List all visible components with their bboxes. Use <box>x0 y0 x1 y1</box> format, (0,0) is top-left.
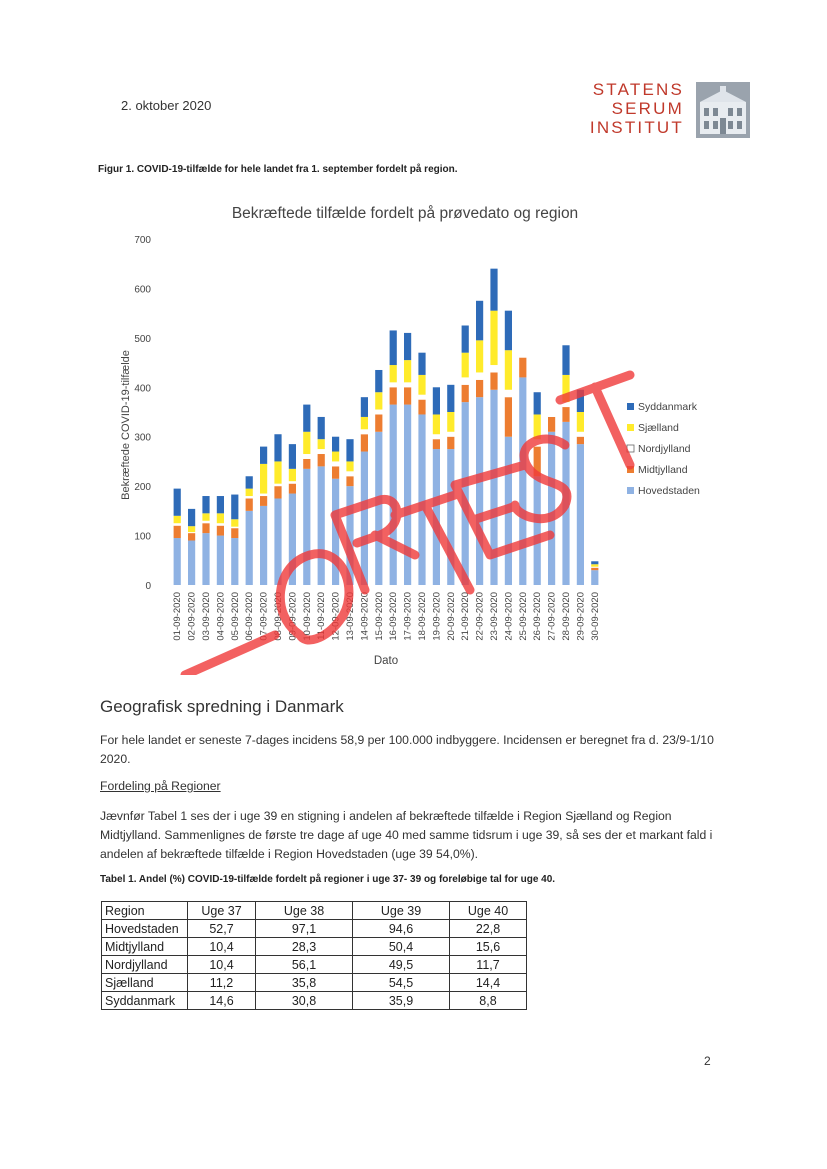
x-tick-label: 18-09-2020 <box>417 592 428 641</box>
bar-segment-nordjylland <box>274 484 281 486</box>
bar-segment-sjælland <box>188 526 195 532</box>
bar-segment-syddanmark <box>390 330 397 365</box>
y-tick-label: 0 <box>145 581 151 592</box>
logo-line-3: INSTITUT <box>589 118 684 137</box>
table-row <box>102 938 527 956</box>
x-tick-label: 10-09-2020 <box>301 592 313 641</box>
table-cell: 10,4 <box>188 938 256 956</box>
table-cell: 49,5 <box>353 956 450 974</box>
bar-segment-hovedstaden <box>217 536 224 585</box>
bar-segment-hovedstaden <box>404 405 411 585</box>
table-header-row <box>102 902 527 920</box>
x-tick-label: 26-09-2020 <box>532 592 544 641</box>
table-row <box>102 956 527 974</box>
bar-segment-sjælland <box>390 365 397 382</box>
bar-segment-nordjylland <box>303 454 310 459</box>
bar-segment-nordjylland <box>332 461 339 466</box>
x-tick-label: 14-09-2020 <box>359 592 371 641</box>
bar-segment-syddanmark <box>246 476 253 488</box>
table-cell: 56,1 <box>256 956 353 974</box>
y-tick-label: 200 <box>134 482 151 494</box>
bar-segment-hovedstaden <box>188 541 195 585</box>
bar-segment-midtjylland <box>462 385 469 402</box>
bar-segment-hovedstaden <box>519 377 526 585</box>
bar-segment-sjælland <box>447 412 454 432</box>
x-tick-label: 30-09-2020 <box>589 592 601 641</box>
figure-caption: Figur 1. COVID-19-tilfælde for hele landet fra 1. september fordelt på region. <box>98 164 458 175</box>
watermark-stroke <box>560 375 630 465</box>
bar-segment-sjælland <box>375 392 382 409</box>
bar-segment-sjælland <box>231 519 238 526</box>
table-cell: 11,7 <box>450 956 527 974</box>
bar-segment-midtjylland <box>217 526 224 536</box>
x-tick-label: 15-09-2020 <box>373 592 385 641</box>
bar-segment-hovedstaden <box>246 511 253 585</box>
bar-segment-syddanmark <box>490 269 497 311</box>
bar-segment-syddanmark <box>418 353 425 375</box>
bar-segment-nordjylland <box>447 432 454 437</box>
bar-segment-nordjylland <box>346 471 353 476</box>
x-tick-label: 28-09-2020 <box>561 592 572 641</box>
table-header-cell: Region <box>102 902 188 920</box>
x-tick-label: 19-09-2020 <box>431 592 443 641</box>
table-cell: 54,5 <box>353 974 450 992</box>
bar-segment-midtjylland <box>548 417 555 432</box>
bar-segment-syddanmark <box>332 437 339 452</box>
table-cell-region: Sjælland <box>102 974 188 992</box>
bar-segment-midtjylland <box>318 454 325 466</box>
legend-label: Syddanmark <box>638 401 697 413</box>
table-cell-region: Hovedstaden <box>102 920 188 938</box>
legend-swatch <box>627 424 634 431</box>
bar-segment-sjælland <box>418 375 425 395</box>
bar-segment-hovedstaden <box>361 452 368 585</box>
bar-segment-sjælland <box>361 417 368 429</box>
table-cell: 10,4 <box>188 956 256 974</box>
table-cell: 8,8 <box>450 992 527 1010</box>
bar-segment-sjælland <box>303 432 310 454</box>
bar-segment-sjælland <box>433 414 440 434</box>
bar-segment-syddanmark <box>274 434 281 461</box>
legend-label: Nordjylland <box>638 443 691 455</box>
table-header-cell: Uge 40 <box>450 902 527 920</box>
bar-segment-syddanmark <box>202 496 209 513</box>
bar-segment-sjælland <box>260 464 267 494</box>
table-cell-region: Midtjylland <box>102 938 188 956</box>
bar-segment-midtjylland <box>246 499 253 511</box>
bar-segment-hovedstaden <box>260 506 267 585</box>
bar-segment-syddanmark <box>404 333 411 360</box>
table-cell: 11,2 <box>188 974 256 992</box>
x-tick-label: 06-09-2020 <box>244 592 256 641</box>
y-tick-label: 600 <box>134 284 151 296</box>
bar-segment-midtjylland <box>260 496 267 506</box>
bar-segment-midtjylland <box>289 484 296 494</box>
bar-segment-hovedstaden <box>577 444 584 585</box>
bar-segment-nordjylland <box>418 395 425 400</box>
y-tick-label: 400 <box>134 383 151 395</box>
bar-segment-sjælland <box>202 513 209 520</box>
bar-segment-midtjylland <box>174 526 181 538</box>
bar-segment-sjælland <box>318 439 325 449</box>
bar-segment-nordjylland <box>476 372 483 379</box>
chart-y-axis-label: Bekræftede COVID-19-tilfælde <box>120 350 132 500</box>
bar-segment-nordjylland <box>260 494 267 496</box>
bar-segment-syddanmark <box>174 489 181 516</box>
bar-segment-syddanmark <box>447 385 454 412</box>
bar-segment-nordjylland <box>505 390 512 397</box>
x-tick-label: 17-09-2020 <box>402 592 414 641</box>
x-tick-label: 23-09-2020 <box>489 592 500 641</box>
bar-segment-midtjylland <box>418 400 425 415</box>
bar-segment-syddanmark <box>318 417 325 439</box>
region-share-table <box>101 901 527 1010</box>
bar-segment-sjælland <box>346 461 353 471</box>
bar-segment-midtjylland <box>390 387 397 404</box>
bar-segment-nordjylland <box>188 532 195 533</box>
bar-segment-nordjylland <box>246 496 253 498</box>
bar-segment-midtjylland <box>505 397 512 437</box>
x-tick-label: 09-09-2020 <box>287 592 299 641</box>
bar-segment-syddanmark <box>188 509 195 526</box>
bar-segment-syddanmark <box>346 439 353 461</box>
legend-swatch <box>627 487 634 494</box>
chart-x-axis-label: Dato <box>373 655 399 667</box>
x-tick-label: 03-09-2020 <box>201 592 212 641</box>
table-cell-region: Syddanmark <box>102 992 188 1010</box>
legend-label: Midtjylland <box>638 464 688 476</box>
bar-segment-syddanmark <box>433 387 440 414</box>
bar-segment-sjælland <box>289 469 296 481</box>
x-tick-label: 20-09-2020 <box>445 592 457 641</box>
bar-segment-hovedstaden <box>174 538 181 585</box>
y-tick-label: 100 <box>134 531 151 543</box>
bar-segment-hovedstaden <box>390 405 397 585</box>
x-tick-label: 04-09-2020 <box>215 592 227 641</box>
bar-segment-nordjylland <box>375 410 382 415</box>
bar-segment-sjælland <box>274 461 281 483</box>
regions-paragraph: Jævnfør Tabel 1 ses der i uge 39 en stigning i andelen af bekræftede tilfælde i Region Sjælland og Region Midtjylland. Sammenlignes de første tre dage af uge 40 med samme tidsrum i uge 39, så ses der et markant fald i andelen af bekræftede tilfælde i Region Hovedstaden (uge 39 54,0%). <box>100 809 713 861</box>
table-row <box>102 920 527 938</box>
bar-segment-midtjylland <box>404 387 411 404</box>
bar-segment-hovedstaden <box>548 432 555 585</box>
table-cell: 15,6 <box>450 938 527 956</box>
logo-line-1: STATENS <box>592 80 684 99</box>
bar-segment-sjælland <box>404 360 411 382</box>
x-tick-label: 24-09-2020 <box>503 592 515 641</box>
bar-segment-sjælland <box>591 564 598 566</box>
table-cell-region: Nordjylland <box>102 956 188 974</box>
bar-segment-hovedstaden <box>476 397 483 585</box>
bar-segment-sjælland <box>476 340 483 372</box>
table-cell: 35,9 <box>353 992 450 1010</box>
bar-segment-hovedstaden <box>418 414 425 585</box>
x-tick-label: 25-09-2020 <box>517 592 529 641</box>
bar-segment-nordjylland <box>490 365 497 372</box>
bar-segment-nordjylland <box>548 412 555 417</box>
bar-segment-midtjylland <box>577 437 584 444</box>
x-tick-label: 13-09-2020 <box>345 592 356 641</box>
legend-label: Hovedstaden <box>638 485 700 497</box>
x-tick-label: 07-09-2020 <box>258 592 270 641</box>
bar-segment-syddanmark <box>289 444 296 469</box>
bar-segment-sjælland <box>577 412 584 432</box>
bar-segment-sjælland <box>505 350 512 390</box>
table-cell: 94,6 <box>353 920 450 938</box>
bar-segment-sjælland <box>490 311 497 365</box>
x-tick-label: 08-09-2020 <box>273 592 284 641</box>
bar-segment-hovedstaden <box>375 432 382 585</box>
bar-segment-midtjylland <box>447 437 454 449</box>
x-tick-label: 16-09-2020 <box>388 592 400 641</box>
bar-segment-nordjylland <box>289 481 296 483</box>
legend-label: Sjælland <box>638 422 679 434</box>
bar-segment-syddanmark <box>462 326 469 353</box>
x-tick-label: 12-09-2020 <box>330 592 342 641</box>
table-cell: 97,1 <box>256 920 353 938</box>
bar-segment-hovedstaden <box>231 538 238 585</box>
bar-segment-nordjylland <box>202 521 209 523</box>
y-tick-label: 300 <box>134 432 151 444</box>
table-cell: 28,3 <box>256 938 353 956</box>
table-cell: 35,8 <box>256 974 353 992</box>
bar-segment-nordjylland <box>231 527 238 528</box>
table-row <box>102 992 527 1010</box>
bar-segment-midtjylland <box>591 568 598 570</box>
bar-segment-sjælland <box>246 489 253 496</box>
table-header-cell: Uge 39 <box>353 902 450 920</box>
bar-segment-syddanmark <box>534 392 541 414</box>
bar-segment-nordjylland <box>390 382 397 387</box>
bar-segment-nordjylland <box>404 382 411 387</box>
bar-segment-midtjylland <box>490 372 497 389</box>
x-tick-label: 22-09-2020 <box>474 592 486 641</box>
bar-segment-sjælland <box>332 452 339 462</box>
bar-segment-midtjylland <box>332 466 339 478</box>
y-tick-label: 500 <box>134 333 151 345</box>
table-cell: 14,4 <box>450 974 527 992</box>
x-tick-label: 21-09-2020 <box>460 592 472 641</box>
bar-segment-nordjylland <box>174 523 181 525</box>
bar-segment-nordjylland <box>462 377 469 384</box>
bar-segment-nordjylland <box>361 429 368 434</box>
bar-segment-hovedstaden <box>274 499 281 586</box>
bar-segment-midtjylland <box>361 434 368 451</box>
table-cell: 30,8 <box>256 992 353 1010</box>
x-tick-label: 11-09-2020 <box>316 592 328 640</box>
y-axis-ticks <box>134 235 151 592</box>
bar-segment-syddanmark <box>562 345 569 375</box>
subheading-regions: Fordeling på Regioner <box>100 779 221 793</box>
table-header-cell: Uge 38 <box>256 902 353 920</box>
bar-segment-nordjylland <box>217 523 224 525</box>
bar-segment-midtjylland <box>476 380 483 397</box>
table-caption: Tabel 1. Andel (%) COVID-19-tilfælde fordelt på regioner i uge 37- 39 og foreløbige tal for uge 40. <box>100 874 556 885</box>
stacked-bar-chart <box>95 195 715 675</box>
bar-segment-hovedstaden <box>303 469 310 585</box>
bar-segment-hovedstaden <box>534 476 541 585</box>
bar-segment-midtjylland <box>231 528 238 538</box>
bar-segment-midtjylland <box>202 523 209 533</box>
bar-segment-midtjylland <box>274 486 281 498</box>
y-tick-label: 700 <box>134 235 151 246</box>
table-row <box>102 974 527 992</box>
logo-line-2: SERUM <box>611 99 684 118</box>
bar-segment-syddanmark <box>505 311 512 351</box>
x-axis-ticks <box>172 592 601 641</box>
table-header-cell: Uge 37 <box>188 902 256 920</box>
bar-segment-nordjylland <box>318 449 325 454</box>
section-heading: Geografisk spredning i Danmark <box>100 697 344 716</box>
x-tick-label: 29-09-2020 <box>575 592 587 641</box>
bar-segment-midtjylland <box>375 414 382 431</box>
bar-segment-nordjylland <box>577 432 584 437</box>
bar-segment-syddanmark <box>231 495 238 520</box>
bar-segment-nordjylland <box>591 567 598 568</box>
institute-building-icon <box>696 82 750 138</box>
bar-segment-midtjylland <box>519 358 526 378</box>
bar-segment-sjælland <box>217 513 224 523</box>
bar-segment-midtjylland <box>433 439 440 449</box>
bar-segment-sjælland <box>462 353 469 378</box>
x-tick-label: 01-09-2020 <box>172 592 184 641</box>
bar-segment-syddanmark <box>217 496 224 513</box>
bar-segment-nordjylland <box>433 434 440 439</box>
bar-segment-syddanmark <box>476 301 483 341</box>
bar-segment-syddanmark <box>361 397 368 417</box>
table-cell: 14,6 <box>188 992 256 1010</box>
bar-segment-hovedstaden <box>202 533 209 585</box>
table-cell: 22,8 <box>450 920 527 938</box>
legend-swatch <box>627 403 634 410</box>
chart-title: Bekræftede tilfælde fordelt på prøvedato og region <box>231 205 579 222</box>
bar-segment-midtjylland <box>346 476 353 486</box>
bar-segment-hovedstaden <box>591 570 598 585</box>
x-tick-label: 05-09-2020 <box>229 592 241 641</box>
bar-segment-syddanmark <box>591 561 598 564</box>
x-tick-label: 02-09-2020 <box>186 592 198 641</box>
bar-segment-midtjylland <box>188 533 195 540</box>
bar-segment-syddanmark <box>375 370 382 392</box>
bar-segment-syddanmark <box>303 405 310 432</box>
bar-segment-nordjylland <box>519 353 526 358</box>
x-tick-label: 27-09-2020 <box>546 592 558 641</box>
bar-segment-hovedstaden <box>318 466 325 585</box>
table-cell: 52,7 <box>188 920 256 938</box>
chart-legend <box>627 401 700 497</box>
table-cell: 50,4 <box>353 938 450 956</box>
ssi-logo <box>590 80 750 142</box>
bar-segment-sjælland <box>174 516 181 523</box>
incidence-paragraph: For hele landet er seneste 7-dages incidens 58,9 per 100.000 indbyggere. Incidensen er beregnet fra d. 23/9-1/10 2020. <box>100 733 714 766</box>
bar-segment-midtjylland <box>562 407 569 422</box>
page-number: 2 <box>704 1054 711 1068</box>
logo-text <box>590 80 684 137</box>
document-date: 2. oktober 2020 <box>121 98 212 113</box>
bar-segment-syddanmark <box>260 447 267 464</box>
bar-segment-midtjylland <box>303 459 310 469</box>
